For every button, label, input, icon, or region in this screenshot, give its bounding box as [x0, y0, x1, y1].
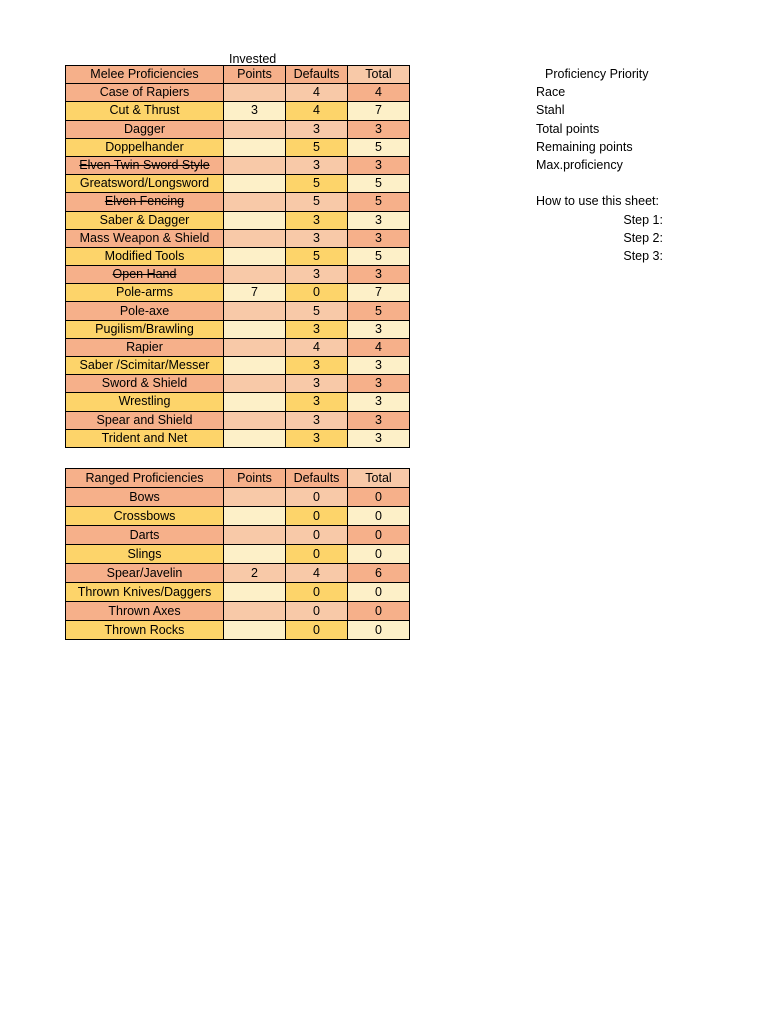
melee-cell-total[interactable]: 5 [348, 138, 410, 156]
melee-cell-name[interactable]: Greatsword/Longsword [66, 175, 224, 193]
melee-cell-name[interactable]: Case of Rapiers [66, 84, 224, 102]
ranged-header-name: Ranged Proficiencies [66, 469, 224, 488]
melee-cell-defaults[interactable]: 3 [286, 357, 348, 375]
melee-cell-points[interactable] [224, 357, 286, 375]
ranged-cell-points[interactable] [224, 545, 286, 564]
melee-cell-total[interactable]: 5 [348, 247, 410, 265]
melee-cell-defaults[interactable]: 3 [286, 375, 348, 393]
melee-row [66, 102, 410, 120]
melee-cell-points[interactable] [224, 229, 286, 247]
melee-row [66, 175, 410, 193]
ranged-row [66, 526, 410, 545]
melee-cell-name[interactable]: Doppelhander [66, 138, 224, 156]
melee-cell-points[interactable] [224, 338, 286, 356]
ranged-cell-name[interactable]: Slings [66, 545, 224, 564]
invested-label: Invested [229, 52, 277, 66]
melee-cell-points[interactable]: 3 [224, 102, 286, 120]
ranged-cell-points[interactable] [224, 602, 286, 621]
melee-cell-defaults[interactable]: 4 [286, 338, 348, 356]
ranged-cell-name[interactable]: Thrown Knives/Daggers [66, 583, 224, 602]
melee-cell-total[interactable]: 3 [348, 320, 410, 338]
melee-cell-points[interactable] [224, 193, 286, 211]
ranged-row [66, 507, 410, 526]
melee-cell-points[interactable]: 7 [224, 284, 286, 302]
melee-cell-points[interactable] [224, 393, 286, 411]
melee-cell-points[interactable] [224, 302, 286, 320]
melee-cell-defaults[interactable]: 3 [286, 229, 348, 247]
ranged-row [66, 545, 410, 564]
melee-cell-name[interactable]: Wrestling [66, 393, 224, 411]
melee-cell-name[interactable]: Elven Fencing [66, 193, 224, 211]
melee-cell-points[interactable] [224, 211, 286, 229]
panel-title: Proficiency Priority [545, 67, 649, 81]
ranged-cell-points[interactable] [224, 621, 286, 640]
ranged-cell-points[interactable]: 2 [224, 564, 286, 583]
ranged-cell-total[interactable]: 0 [348, 583, 410, 602]
melee-cell-points[interactable] [224, 247, 286, 265]
melee-row [66, 193, 410, 211]
melee-row [66, 247, 410, 265]
melee-cell-name[interactable]: Pole-axe [66, 302, 224, 320]
melee-cell-points[interactable] [224, 84, 286, 102]
ranged-cell-total[interactable]: 0 [348, 526, 410, 545]
melee-cell-total[interactable]: 3 [348, 393, 410, 411]
melee-row [66, 211, 410, 229]
melee-cell-name[interactable]: Rapier [66, 338, 224, 356]
melee-row [66, 375, 410, 393]
melee-cell-name[interactable]: Mass Weapon & Shield [66, 229, 224, 247]
ranged-proficiencies-table [65, 468, 410, 640]
spacer [536, 174, 663, 192]
step-1-label: Step 1: [623, 212, 663, 227]
ranged-row [66, 621, 410, 640]
melee-cell-points[interactable] [224, 375, 286, 393]
ranged-cell-defaults[interactable]: 0 [286, 545, 348, 564]
ranged-cell-total[interactable]: 0 [348, 545, 410, 564]
melee-header-row [66, 66, 410, 84]
melee-cell-total[interactable]: 5 [348, 193, 410, 211]
field-total-points: Total points [536, 121, 600, 136]
melee-header-pts: Points [224, 66, 286, 84]
step-3-label: Step 3: [623, 248, 663, 263]
ranged-cell-name[interactable]: Thrown Rocks [66, 621, 224, 640]
melee-cell-defaults[interactable]: 5 [286, 138, 348, 156]
melee-cell-name[interactable]: Sword & Shield [66, 375, 224, 393]
ranged-cell-defaults[interactable]: 0 [286, 488, 348, 507]
ranged-header-row [66, 469, 410, 488]
ranged-row [66, 564, 410, 583]
melee-cell-points[interactable] [224, 120, 286, 138]
ranged-cell-defaults[interactable]: 0 [286, 602, 348, 621]
field-max-proficiency: Max.proficiency [536, 157, 623, 172]
melee-cell-defaults[interactable]: 5 [286, 175, 348, 193]
melee-cell-total[interactable]: 7 [348, 102, 410, 120]
melee-cell-name[interactable]: Pugilism/Brawling [66, 320, 224, 338]
ranged-header-pts: Points [224, 469, 286, 488]
melee-cell-total[interactable]: 3 [348, 156, 410, 174]
ranged-cell-total[interactable]: 0 [348, 602, 410, 621]
ranged-cell-name[interactable]: Crossbows [66, 507, 224, 526]
melee-cell-defaults[interactable]: 3 [286, 393, 348, 411]
melee-cell-defaults[interactable]: 3 [286, 211, 348, 229]
ranged-cell-name[interactable]: Thrown Axes [66, 602, 224, 621]
ranged-cell-defaults[interactable]: 0 [286, 526, 348, 545]
melee-cell-defaults[interactable]: 3 [286, 120, 348, 138]
ranged-cell-points[interactable] [224, 507, 286, 526]
melee-cell-total[interactable]: 3 [348, 375, 410, 393]
melee-row [66, 266, 410, 284]
ranged-header-def: Defaults [286, 469, 348, 488]
melee-cell-defaults[interactable]: 3 [286, 320, 348, 338]
ranged-cell-defaults[interactable]: 0 [286, 583, 348, 602]
melee-cell-points[interactable] [224, 156, 286, 174]
melee-cell-total[interactable]: 3 [348, 411, 410, 429]
melee-row [66, 284, 410, 302]
ranged-cell-defaults[interactable]: 4 [286, 564, 348, 583]
melee-header-name: Melee Proficiencies [66, 66, 224, 84]
ranged-cell-name[interactable]: Spear/Javelin [66, 564, 224, 583]
howto-title: How to use this sheet: [536, 194, 659, 209]
melee-row [66, 229, 410, 247]
melee-row [66, 357, 410, 375]
ranged-cell-points[interactable] [224, 526, 286, 545]
ranged-row [66, 602, 410, 621]
ranged-row [66, 583, 410, 602]
melee-cell-total[interactable]: 4 [348, 84, 410, 102]
melee-cell-name[interactable]: Saber & Dagger [66, 211, 224, 229]
melee-cell-total[interactable]: 7 [348, 284, 410, 302]
melee-row [66, 320, 410, 338]
melee-proficiencies-table [65, 65, 410, 448]
melee-row [66, 411, 410, 429]
melee-header-def: Defaults [286, 66, 348, 84]
step-2-label: Step 2: [623, 230, 663, 245]
melee-cell-total[interactable]: 3 [348, 266, 410, 284]
ranged-row [66, 488, 410, 507]
melee-cell-defaults[interactable]: 3 [286, 266, 348, 284]
ranged-cell-name[interactable]: Bows [66, 488, 224, 507]
field-race: Race [536, 85, 566, 100]
melee-row [66, 120, 410, 138]
ranged-cell-points[interactable] [224, 488, 286, 507]
melee-cell-name[interactable]: Pole-arms [66, 284, 224, 302]
ranged-cell-total[interactable]: 0 [348, 621, 410, 640]
melee-cell-defaults[interactable]: 4 [286, 102, 348, 120]
melee-cell-defaults[interactable]: 0 [286, 284, 348, 302]
ranged-cell-total[interactable]: 0 [348, 507, 410, 526]
melee-cell-defaults[interactable]: 5 [286, 193, 348, 211]
melee-cell-name[interactable]: Modified Tools [66, 247, 224, 265]
melee-row [66, 338, 410, 356]
field-remaining-points: Remaining points [536, 139, 633, 154]
ranged-cell-name[interactable]: Darts [66, 526, 224, 545]
ranged-cell-defaults[interactable]: 0 [286, 621, 348, 640]
melee-cell-defaults[interactable]: 3 [286, 411, 348, 429]
melee-cell-name[interactable]: Dagger [66, 120, 224, 138]
melee-cell-defaults[interactable]: 4 [286, 84, 348, 102]
melee-row [66, 429, 410, 447]
melee-cell-defaults[interactable]: 5 [286, 302, 348, 320]
melee-cell-points[interactable] [224, 266, 286, 284]
melee-cell-name[interactable]: Cut & Thrust [66, 102, 224, 120]
melee-cell-name[interactable]: Trident and Net [66, 429, 224, 447]
proficiency-priority-panel [536, 65, 663, 265]
melee-row [66, 393, 410, 411]
melee-cell-total[interactable]: 5 [348, 302, 410, 320]
melee-cell-points[interactable] [224, 175, 286, 193]
melee-row [66, 138, 410, 156]
field-stahl: Stahl [536, 103, 565, 118]
melee-cell-total[interactable]: 4 [348, 338, 410, 356]
melee-cell-name[interactable]: Elven Twin Sword Style [66, 156, 224, 174]
melee-cell-name[interactable]: Spear and Shield [66, 411, 224, 429]
ranged-cell-points[interactable] [224, 583, 286, 602]
melee-cell-total[interactable]: 3 [348, 429, 410, 447]
melee-cell-total[interactable]: 3 [348, 229, 410, 247]
ranged-cell-total[interactable]: 0 [348, 488, 410, 507]
melee-cell-total[interactable]: 3 [348, 120, 410, 138]
ranged-cell-defaults[interactable]: 0 [286, 507, 348, 526]
melee-cell-defaults[interactable]: 3 [286, 156, 348, 174]
melee-cell-defaults[interactable]: 5 [286, 247, 348, 265]
ranged-cell-total[interactable]: 6 [348, 564, 410, 583]
melee-cell-total[interactable]: 3 [348, 357, 410, 375]
melee-cell-total[interactable]: 3 [348, 211, 410, 229]
melee-cell-name[interactable]: Open Hand [66, 266, 224, 284]
melee-row [66, 84, 410, 102]
melee-header-total: Total [348, 66, 410, 84]
melee-cell-points[interactable] [224, 411, 286, 429]
melee-cell-defaults[interactable]: 3 [286, 429, 348, 447]
melee-cell-total[interactable]: 5 [348, 175, 410, 193]
melee-cell-points[interactable] [224, 429, 286, 447]
melee-row [66, 302, 410, 320]
ranged-header-total: Total [348, 469, 410, 488]
melee-row [66, 156, 410, 174]
melee-cell-points[interactable] [224, 320, 286, 338]
melee-cell-name[interactable]: Saber /Scimitar/Messer [66, 357, 224, 375]
melee-cell-points[interactable] [224, 138, 286, 156]
